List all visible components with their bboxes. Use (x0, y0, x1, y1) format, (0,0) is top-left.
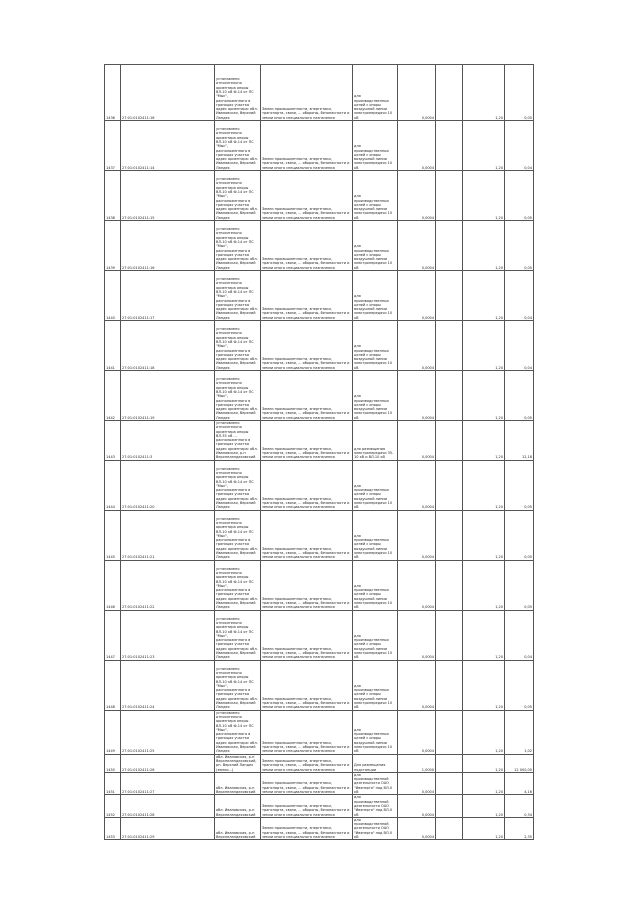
row-number: 1436 (105, 65, 121, 121)
empty-cell (436, 754, 463, 772)
cadastral-number: 27:01:0102411:27 (121, 772, 215, 794)
land-category: Земли промышленности, энергетики, транспорта, связи, ... обороны, безопасности и земли иного специального назначения (261, 610, 353, 660)
cadastral-number: 27:01:0102411:15 (121, 171, 215, 221)
area-value: 0,0004 (398, 121, 436, 171)
land-category: Земли промышленности, энергетики, транспорта, связи, ... обороны, безопасности и земли иного специального назначения (261, 772, 353, 794)
land-category: Земли промышленности, энергетики, транспорта, связи, ... обороны, безопасности и земли иного специального назначения (261, 460, 353, 510)
row-number: 1446 (105, 560, 121, 610)
row-number: 1437 (105, 121, 121, 171)
amount-value: 0,05 (505, 371, 534, 421)
coefficient-value: 1,20 (463, 754, 505, 772)
area-value: 0,0004 (398, 65, 436, 121)
table-row (105, 510, 534, 560)
empty-cell (436, 795, 463, 817)
permitted-use: для производственных целей с опоры воздушной линии электропередачи 10 кВ (353, 321, 398, 371)
coefficient-value: 1,20 (463, 421, 505, 461)
amount-value: 0,04 (505, 271, 534, 321)
cadastral-number: 27:01:0102411:19 (121, 371, 215, 421)
empty-cell (436, 460, 463, 510)
row-number: 1444 (105, 460, 121, 510)
table-row (105, 817, 534, 839)
empty-cell (436, 271, 463, 321)
cadastral-number: 27:01:0102411:28 (121, 795, 215, 817)
location-description: установлено относительно ориентира опоры ВЛ-35 кВ ... расположенного в границах участка адрес ориентира: обл. Ивановская, р-н Верхнеландеховский (215, 421, 261, 461)
row-number: 1440 (105, 271, 121, 321)
amount-value: 0,04 (505, 321, 534, 371)
coefficient-value: 1,20 (463, 660, 505, 710)
amount-value: 0,05 (505, 510, 534, 560)
row-number: 1453 (105, 817, 121, 839)
cadastral-number: 27:01:0102411:16 (121, 65, 215, 121)
row-number: 1449 (105, 710, 121, 754)
empty-cell (436, 817, 463, 839)
cadastral-number: 27:01:0102411:3 (121, 421, 215, 461)
table-row (105, 754, 534, 772)
coefficient-value: 1,20 (463, 460, 505, 510)
row-number: 1447 (105, 610, 121, 660)
coefficient-value: 1,20 (463, 121, 505, 171)
area-value: 0,0004 (398, 460, 436, 510)
area-value: 0,0004 (398, 271, 436, 321)
cadastral-number: 27:01:0102411:26 (121, 754, 215, 772)
permitted-use: для производственных целей с опоры воздушной линии электропередачи 10 кВ (353, 460, 398, 510)
land-category: Земли промышленности, энергетики, транспорта, связи, ... обороны, безопасности и земли иного специального назначения (261, 171, 353, 221)
permitted-use: для производственных целей с опоры воздушной линии электропередачи 10 кВ (353, 271, 398, 321)
row-number: 1450 (105, 754, 121, 772)
area-value: 0,0004 (398, 710, 436, 754)
location-description: обл. Ивановская, р-н Верхнеландеховский (215, 772, 261, 794)
coefficient-value: 1,20 (463, 65, 505, 121)
location-description: установлено относительно ориентира опоры ВЛ-10 кВ Ф-14 от ПС "Мыс", расположенного в границах участка адрес ориентира: обл. Ивановская, Верхний Ландех (215, 610, 261, 660)
empty-cell (436, 321, 463, 371)
area-value: 0,0004 (398, 171, 436, 221)
area-value: 0,0004 (398, 421, 436, 461)
land-category: Земли промышленности, энергетики, транспорта, связи, ... обороны, безопасности и земли иного специального назначения (261, 221, 353, 271)
area-value: 0,0004 (398, 610, 436, 660)
amount-value: 1,02 (505, 710, 534, 754)
area-value: 1,0000 (398, 754, 436, 772)
permitted-use: для производственных целей с опоры воздушной линии электропередачи 10 кВ (353, 510, 398, 560)
empty-cell (436, 560, 463, 610)
permitted-use: для производственных целей с опоры воздушной линии электропередачи 10 кВ (353, 371, 398, 421)
table-row (105, 710, 534, 754)
land-category: Земли промышленности, энергетики, транспорта, связи, ... обороны, безопасности и земли иного специального назначения (261, 371, 353, 421)
cadastral-number: 27:01:0102411:21 (121, 510, 215, 560)
permitted-use: для производственных целей с опоры воздушной линии электропередачи 10 кВ (353, 710, 398, 754)
table-row (105, 421, 534, 461)
location-description: установлено относительно ориентира опоры ВЛ-10 кВ Ф-14 от ПС "Мыс", расположенного в границах участка адрес ориентира: обл. Ивановская, Верхний Ландех (215, 560, 261, 610)
location-description: установлено относительно ориентира опоры ВЛ-10 кВ Ф-14 от ПС "Мыс", расположенного в границах участка адрес ориентира: обл. Ивановская, Верхний Ландех (215, 65, 261, 121)
table-row (105, 271, 534, 321)
area-value: 0,0004 (398, 221, 436, 271)
empty-cell (436, 710, 463, 754)
table-row (105, 610, 534, 660)
land-category: Земли промышленности, энергетики, транспорта, связи, ... обороны, безопасности и земли иного специального назначения (261, 754, 353, 772)
coefficient-value: 1,20 (463, 221, 505, 271)
location-description: обл. Ивановская, р-н Верхнеландеховский, рп. Верхний Ландех (земли...) (215, 754, 261, 772)
empty-cell (436, 65, 463, 121)
area-value: 0,0004 (398, 371, 436, 421)
land-category: Земли промышленности, энергетики, транспорта, связи, ... обороны, безопасности и земли иного специального назначения (261, 510, 353, 560)
row-number: 1442 (105, 371, 121, 421)
location-description: установлено относительно ориентира опоры ВЛ-10 кВ Ф-14 от ПС "Мыс", расположенного в границах участка адрес ориентира: обл. Ивановская, Верхний Ландех (215, 710, 261, 754)
empty-cell (436, 171, 463, 221)
empty-cell (436, 121, 463, 171)
area-value: 0,0004 (398, 560, 436, 610)
empty-cell (436, 221, 463, 271)
empty-cell (436, 610, 463, 660)
land-category: Земли промышленности, энергетики, транспорта, связи, ... обороны, безопасности и земли иного специального назначения (261, 321, 353, 371)
amount-value: 0,05 (505, 460, 534, 510)
amount-value: 4,16 (505, 772, 534, 794)
table-row (105, 795, 534, 817)
location-description: обл. Ивановская, р-н Верхнеландеховский (215, 795, 261, 817)
table-row (105, 772, 534, 794)
land-category: Земли промышленности, энергетики, транспорта, связи, ... обороны, безопасности и земли иного специального назначения (261, 421, 353, 461)
table-row (105, 660, 534, 710)
permitted-use: Для размещения подстанции (353, 754, 398, 772)
empty-cell (436, 371, 463, 421)
coefficient-value: 1,20 (463, 510, 505, 560)
permitted-use: для производственных целей с опоры воздушной линии электропередачи 10 кВ (353, 221, 398, 271)
amount-value: 0,05 (505, 221, 534, 271)
area-value: 0,0004 (398, 510, 436, 560)
coefficient-value: 1,20 (463, 610, 505, 660)
empty-cell (436, 660, 463, 710)
location-description: установлено относительно ориентира опоры ВЛ-10 кВ Ф-14 от ПС "Мыс", расположенного в границах участка адрес ориентира: обл. Ивановская, Верхний Ландех (215, 271, 261, 321)
empty-cell (436, 421, 463, 461)
permitted-use: для производственной деятельности ОАО "Ивэнерго" под ВЛ-0 кВ (353, 772, 398, 794)
cadastral-number: 27:01:0102411:17 (121, 271, 215, 321)
location-description: обл. Ивановская, р-н Верхнеландеховский (215, 817, 261, 839)
coefficient-value: 1,20 (463, 772, 505, 794)
cadastral-number: 27:01:0102411:16 (121, 221, 215, 271)
permitted-use: для производственных целей с опоры воздушной линии электропередачи 10 кВ (353, 610, 398, 660)
coefficient-value: 1,20 (463, 560, 505, 610)
amount-value: 12 000,00 (505, 754, 534, 772)
table-row (105, 371, 534, 421)
table-row (105, 221, 534, 271)
location-description: установлено относительно ориентира опоры ВЛ-10 кВ Ф-14 от ПС "Мыс", расположенного в границах участка адрес ориентира: обл. Ивановская, Верхний Ландех (215, 321, 261, 371)
row-number: 1439 (105, 221, 121, 271)
empty-cell (436, 510, 463, 560)
permitted-use: для производственной деятельности ОАО "Ивэнерго" под ВЛ-0 кВ (353, 817, 398, 839)
cadastral-number: 27:01:0102411:24 (121, 660, 215, 710)
area-value: 0,0004 (398, 321, 436, 371)
land-category: Земли промышленности, энергетики, транспорта, связи, ... обороны, безопасности и земли иного специального назначения (261, 271, 353, 321)
coefficient-value: 1,20 (463, 321, 505, 371)
area-value: 0,0004 (398, 660, 436, 710)
coefficient-value: 1,20 (463, 817, 505, 839)
coefficient-value: 1,20 (463, 271, 505, 321)
permitted-use: для производственной деятельности ОАО "Ивэнерго" под ВЛ-0 кВ (353, 795, 398, 817)
row-number: 1443 (105, 421, 121, 461)
amount-value: 0,34 (505, 795, 534, 817)
coefficient-value: 1,20 (463, 371, 505, 421)
coefficient-value: 1,20 (463, 795, 505, 817)
row-number: 1438 (105, 171, 121, 221)
table-row (105, 121, 534, 171)
empty-cell (436, 772, 463, 794)
area-value: 0,0004 (398, 772, 436, 794)
permitted-use: для производственных целей с опоры воздушной линии электропередачи 10 кВ (353, 171, 398, 221)
amount-value: 2,35 (505, 817, 534, 839)
table-row (105, 460, 534, 510)
cadastral-number: 27:01:0102411:22 (121, 560, 215, 610)
land-plot-table (104, 64, 534, 840)
location-description: установлено относительно ориентира опоры ВЛ-10 кВ Ф-14 от ПС "Мыс", расположенного в границах участка адрес ориентира: обл. Ивановская, Верхний Ландех (215, 460, 261, 510)
location-description: установлено относительно ориентира опоры ВЛ-10 кВ Ф-14 от ПС "Мыс", расположенного в границах участка адрес ориентира: обл. Ивановская, Верхний Ландех (215, 371, 261, 421)
cadastral-number: 27:01:0102411:25 (121, 710, 215, 754)
table-row (105, 321, 534, 371)
table-row (105, 65, 534, 121)
cadastral-number: 27:01:0102411:20 (121, 460, 215, 510)
permitted-use: для производственных целей с опоры воздушной линии электропередачи 10 кВ (353, 560, 398, 610)
amount-value: 0,05 (505, 171, 534, 221)
coefficient-value: 1,20 (463, 710, 505, 754)
coefficient-value: 1,20 (463, 171, 505, 221)
location-description: установлено относительно ориентира опоры ВЛ-10 кВ Ф-14 от ПС "Мыс", расположенного в границах участка адрес ориентира: обл. Ивановская, Верхний Ландех (215, 221, 261, 271)
cadastral-number: 27:01:0102411:18 (121, 321, 215, 371)
land-category: Земли промышленности, энергетики, транспорта, связи, ... обороны, безопасности и земли иного специального назначения (261, 660, 353, 710)
permitted-use: для производственных целей с опоры воздушной линии электропередачи 10 кВ (353, 65, 398, 121)
permitted-use: для производственных целей с опоры воздушной линии электропередачи 10 кВ (353, 660, 398, 710)
amount-value: 0,05 (505, 560, 534, 610)
area-value: 0,0004 (398, 817, 436, 839)
table-row (105, 560, 534, 610)
row-number: 1452 (105, 795, 121, 817)
location-description: установлено относительно ориентира опоры ВЛ-10 кВ Ф-14 от ПС "Мыс", расположенного в границах участка адрес ориентира: обл. Ивановская, Верхний Ландех (215, 171, 261, 221)
land-category: Земли промышленности, энергетики, транспорта, связи, ... обороны, безопасности и земли иного специального назначения (261, 121, 353, 171)
cadastral-number: 27:01:0102411:29 (121, 817, 215, 839)
amount-value: 0,05 (505, 65, 534, 121)
cadastral-number: 27:01:0102411:14 (121, 121, 215, 171)
location-description: установлено относительно ориентира опоры ВЛ-10 кВ Ф-14 от ПС "Мыс", расположенного в границах участка адрес ориентира: обл. Ивановская, Верхний Ландех (215, 660, 261, 710)
land-category: Земли промышленности, энергетики, транспорта, связи, ... обороны, безопасности и земли иного специального назначения (261, 817, 353, 839)
cadastral-number: 27:01:0102411:23 (121, 610, 215, 660)
land-category: Земли промышленности, энергетики, транспорта, связи, ... обороны, безопасности и земли иного специального назначения (261, 560, 353, 610)
amount-value: 12,18 (505, 421, 534, 461)
location-description: установлено относительно ориентира опоры ВЛ-10 кВ Ф-14 от ПС "Мыс", расположенного в границах участка адрес ориентира: обл. Ивановская, Верхний Ландех (215, 121, 261, 171)
row-number: 1451 (105, 772, 121, 794)
row-number: 1441 (105, 321, 121, 371)
amount-value: 0,04 (505, 121, 534, 171)
table-row (105, 171, 534, 221)
row-number: 1445 (105, 510, 121, 560)
permitted-use: для производственных целей с опоры воздушной линии электропередачи 10 кВ (353, 121, 398, 171)
land-category: Земли промышленности, энергетики, транспорта, связи, ... обороны, безопасности и земли иного специального назначения (261, 710, 353, 754)
row-number: 1448 (105, 660, 121, 710)
location-description: установлено относительно ориентира опоры ВЛ-10 кВ Ф-14 от ПС "Мыс", расположенного в границах участка адрес ориентира: обл. Ивановская, Верхний Ландех (215, 510, 261, 560)
area-value: 0,0004 (398, 795, 436, 817)
amount-value: 0,05 (505, 660, 534, 710)
permitted-use: для размещения электропередачи 35-10 кВ и ВЛ-10 кВ (353, 421, 398, 461)
land-category: Земли промышленности, энергетики, транспорта, связи, ... обороны, безопасности и земли иного специального назначения (261, 65, 353, 121)
amount-value: 0,04 (505, 610, 534, 660)
land-category: Земли промышленности, энергетики, транспорта, связи, ... обороны, безопасности и земли иного специального назначения (261, 795, 353, 817)
